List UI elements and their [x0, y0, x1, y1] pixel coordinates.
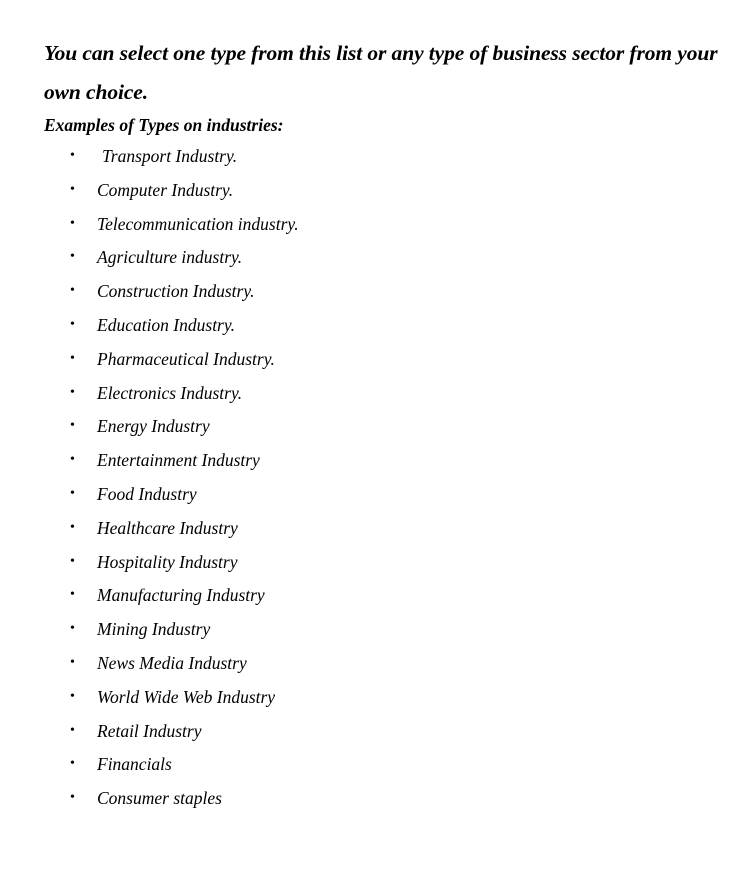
bullet-icon: •	[70, 654, 75, 670]
bullet-icon: •	[70, 756, 75, 772]
bullet-icon: •	[70, 350, 75, 366]
list-item	[44, 484, 744, 518]
list-item	[44, 585, 744, 619]
list-item	[44, 450, 744, 484]
list-item-label: Electronics Industry.	[97, 382, 243, 403]
list-item	[44, 721, 744, 755]
list-item-label: Entertainment Industry	[97, 450, 260, 471]
list-item-label: Retail Industry	[97, 720, 202, 741]
section-subheading: Examples of Types on industries:	[44, 115, 284, 135]
bullet-icon: •	[70, 790, 75, 806]
bullet-icon: •	[70, 587, 75, 603]
bullet-icon: •	[70, 283, 75, 299]
list-item	[44, 349, 744, 383]
bullet-icon: •	[70, 384, 75, 400]
list-item-label: Consumer staples	[97, 788, 222, 809]
list-item	[44, 214, 744, 248]
bullet-icon: •	[70, 181, 75, 197]
list-item	[44, 247, 744, 281]
list-item	[44, 518, 744, 552]
list-item-label: Food Industry	[97, 483, 197, 504]
bullet-icon: •	[70, 553, 75, 569]
list-item-label: Mining Industry	[97, 619, 211, 640]
list-item-label: Construction Industry.	[97, 281, 255, 302]
bullet-icon: •	[70, 148, 75, 163]
bullet-icon: •	[70, 688, 75, 704]
list-item	[44, 383, 744, 417]
list-item-label: Education Industry.	[97, 314, 236, 335]
list-item-label: Manufacturing Industry	[97, 585, 265, 606]
list-item-label: Hospitality Industry	[97, 551, 238, 572]
list-item-label: Energy Industry	[97, 416, 210, 437]
list-item	[44, 788, 744, 822]
intro-paragraph: You can select one type from this list or any type of business sector from your own choice.	[44, 41, 718, 104]
list-item-label: Transport Industry.	[102, 146, 238, 166]
bullet-icon: •	[70, 621, 75, 637]
list-item	[44, 754, 744, 788]
list-item	[44, 653, 744, 687]
list-item-label: News Media Industry	[97, 652, 247, 673]
list-item	[44, 619, 744, 653]
bullet-icon: •	[70, 316, 75, 332]
list-item-label: World Wide Web Industry	[97, 686, 276, 707]
list-item	[44, 687, 744, 721]
list-item-label: Computer Industry.	[97, 179, 234, 200]
bullet-icon: •	[70, 418, 75, 434]
bullet-icon: •	[70, 722, 75, 738]
list-item-label: Agriculture industry.	[97, 247, 243, 268]
bullet-icon: •	[70, 452, 75, 468]
bullet-icon: •	[70, 249, 75, 265]
list-item	[44, 146, 744, 180]
list-item	[44, 315, 744, 349]
list-item	[44, 552, 744, 586]
list-item-label: Financials	[97, 754, 172, 775]
list-item	[44, 281, 744, 315]
document-body	[44, 34, 744, 822]
list-item-label: Telecommunication industry.	[97, 213, 299, 234]
list-item-label: Healthcare Industry	[97, 517, 238, 538]
list-item-label: Pharmaceutical Industry.	[97, 348, 275, 369]
bullet-icon: •	[70, 215, 75, 231]
list-item	[44, 416, 744, 450]
bullet-icon: •	[70, 519, 75, 535]
industry-list	[44, 146, 744, 822]
list-item	[44, 180, 744, 214]
bullet-icon: •	[70, 485, 75, 501]
